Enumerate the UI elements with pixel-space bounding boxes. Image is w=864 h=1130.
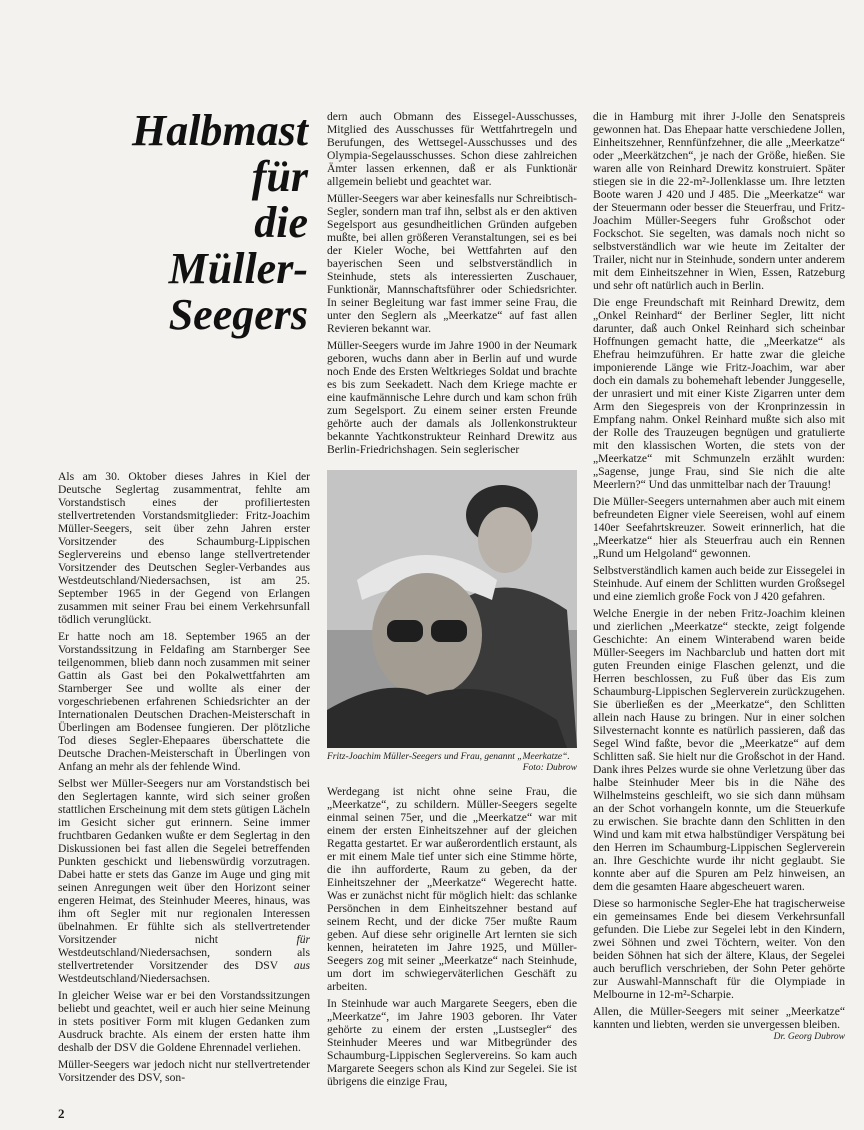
author-signature: Dr. Georg Dubrow [773,1032,845,1042]
paragraph: Müller-Seegers wurde im Jahre 1900 in der Neumark geboren, wuchs dann aber in Berlin auf und wurde noch Ende des Ersten Weltkrieges Soldat und brachte es bis zum Seekadett. Nach dem Kriege machte er eine kaufmännische Lehre durch und kam schon früh zum Segelsport. Zu einem seiner ersten Freunde gehörte auch der damals als Jollenkonstrukteur bekannte Yachtkonstrukteur Reinhard Drewitz aus Berlin-Friedrichshagen. Sein seglerischer [327,339,577,456]
paragraph: Die enge Freundschaft mit Reinhard Drewitz, dem „Onkel Reinhard“ der Berliner Segler, litt nicht darunter, daß auch Onkel Reinhard sich scheinbar Hoffnungen gemacht hatte, die „Meerkatze“ als Ehefrau heimzuführen. Er hatte zwar die gleiche imponierende Länge wie Fritz-Joachim, war aber doch ein damals zu bohemehaft lebender Junggeselle, der unrasiert und mit einer Kiste Zigarren unter dem Arm den Siegespreis von der Kronprinzessin in Empfang nahm. Onkel Reinhard mußte sich also mit der Rolle des Trauzeugen begnügen und gratulierte mit den klassischen Worten, die stets von der „Meerkatze“ mit Schmunzeln erzählt wurden: „Sagense, junge Frau, sind Sie nich die alte Meerlern?“ Und das unmittelbar nach der Trauung! [593,296,845,491]
page-number: 2 [58,1106,65,1121]
paragraph: Welche Energie in der neben Fritz-Joachim kleinen und zierlichen „Meerkatze“ steckte, zeigt folgende Geschichte: An einem Winterabend waren beide Müller-Seegers im Nachbarclub und hatten dort mit guten Freunden einige Flaschen gelenzt, und die Herren beschlossen, zu Fuß über das Eis zum Schaumburg-Lippischen Seglerverein zurückzugehen. Sie überließen es der „Meerkatze“, den Schlitten allein nach Hause zu bringen. Nur in einer solchen Silvesternacht konnte es natürlich passieren, daß das Segel Wind faßte, bevor die „Meerkatze“ auf dem Schlitten saß. Sie hielt nur die Großschot in der Hand. Dank ihres Pelzes wurde sie ohne Verletzung über das halbe Steinhuder Meer bis in die Nähe des Wilhelmsteins geschleift, wo sie sich dann mühsam an der Schot vorhangeln konnte, um die Steuerkufe zu erwischen. Sie brachte dann den Schlitten in den Wind und kam mit etwa halbstündiger Verspätung bei den Herren im Schaumburg-Lippischen Seglerverein an. Ihre Geschichte wurde ihr nicht geglaubt. Sie konnte aber auf die Spuren am Pelz hinweisen, an dem die gesamten Haare abgescheuert waren. [593,607,845,893]
paragraph: Er hatte noch am 18. September 1965 an der Vorstandssitzung in Feldafing am Starnberger See teilgenommen, blieb dann noch zusammen mit seiner Gattin als Gast bei den Pokalwettfahrten am Starnberger See und wollte als einer der vorgeschriebenen erfahrenen Schiedsrichter an der Internationalen Deutschen Drachen-Meisterschaft in Überlingen am Bodensee fungieren. Der plötzliche Tod dieses Segler-Ehepaares überschattete die Deutsche Drachen-Meisterschaft in Überlingen von Anfang an mehr als der fehlende Wind. [58,630,310,773]
paragraph [593,1005,845,1042]
paragraph: Müller-Seegers war jedoch nicht nur stellvertretender Vorsitzender des DSV, son- [58,1058,310,1084]
paragraph: Die Müller-Seegers unternahmen aber auch mit einem befreundeten Eigner viele Seereisen, wohl auf einem 140er Seefahrtskreuzer. Soweit erinnerlich, hat die „Meerkatze“ hier als Steuerfrau auch ein Rennen „Rund um Helgoland“ gewonnen. [593,495,845,560]
column-1 [58,470,310,1088]
column-2-top [327,110,577,460]
paragraph: Werdegang ist nicht ohne seine Frau, die „Meerkatze“, zu schildern. Müller-Seegers segelte einmal seinen 75er, und die „Meerkatze“ war mit einem der ersten Einheitszehner auf der gleichen Regatta gestartet. Er war außerordentlich erstaunt, als er mit einem Male tief unter sich eine Stimme hörte, die ihn aufforderte, Raum zu geben, da der Einheitszehner der „Meerkatze“ Wegerecht hatte. Was er zunächst nicht für möglich hielt: das schlanke Persönchen in dem Einheitszehner bestand auf seinem Recht, und der dicke 75er mußte Raum geben. Auf diese sehr originelle Art lernten sie sich kennen, heirateten im Jahre 1925, und Müller-Seegers zog mit seiner „Meerkatze“ nach Steinhude, um dort im schwiegerväterlichen Geschäft zu arbeiten. [327,785,577,993]
text-run: Allen, die Müller-Seegers mit seiner „Meerkatze“ kannten und liebten, werden sie unvergessen bleiben. [593,1005,845,1031]
paragraph: Selbstverständlich kamen auch beide zur Eissegelei in Steinhude. Auf einem der Schlitten wurden Großsegel und eine ziemlich große Fock von J 420 gefahren. [593,564,845,603]
paragraph: In gleicher Weise war er bei den Vorstandssitzungen beliebt und geachtet, weil er auch hier seine Meinung in stets positiver Form mit klugen Gedanken zum Ausdruck brachte. Als einem der ersten hatte ihm deshalb der DSV die Goldene Ehrennadel verliehen. [58,989,310,1054]
photo-image [327,470,577,748]
column-3 [593,110,845,1044]
photo-caption [327,752,577,774]
text-run: Westdeutschland/Niedersachsen. [58,972,210,985]
title-line-3: die [254,198,308,247]
paragraph: dern auch Obmann des Eissegel-Ausschusses, Mitglied des Ausschusses für Wettfahrtregeln und Berufungen, des Wettsegel-Ausschusses und des Olympia-Segelausschusses. Schon diese zahlreichen Ämter lassen erkennen, daß er als Funktionär allgemein beliebt und geachtet war. [327,110,577,188]
photo-credit: Foto: Dubrow [522,763,577,773]
paragraph: die in Hamburg mit ihrer J-Jolle den Senatspreis gewonnen hat. Das Ehepaar hatte verschiedene Jollen, Einheitszehner, Rennfünfzehner, die alle „Meerkatze“ oder „Meerkätzchen“, je nach der Größe, hießen. Sie waren alle von Reinhard Drewitz konstruiert. Später stiegen sie in die 22-m²-Jollenklasse um. Ihre letzten Boote waren J 420 und J 485. Die „Meerkatze“ war der Steuermann oder besser die Steuerfrau, und Fritz-Joachim Müller-Seegers fuhr Großschot oder Fockschot. Sie segelten, was damals noch nicht so selbstverständlich war wie heute im Zeitalter der Trailer, nicht nur in Steinhude, sondern unter anderem mit dem Einheitszehner in Wien, Essen, Ratzeburg und sehr oft natürlich auch in Berlin. [593,110,845,292]
text-run: Selbst wer Müller-Seegers nur am Vorstandstisch bei den Seglertagen kannte, wird sich seiner großen stattlichen Erscheinung mit dem stets gütigen Lächeln im Gesicht sicher gut erinnern. Seine immer fruchtbaren Gedanken wußte er dem Seglertag in den Diskussionen bei fast allen die Segelei betreffenden Punkten geschickt und liebenswürdig vorzutragen. Dabei hatte er stets das Ganze im Auge und ging mit seinen Anregungen weit über den Horizont seiner engeren Heimat, des Steinhuder Meeres, hinaus, was ihm oft Segler mit nur regionalen Interessen übelnahmen. Er fühlte sich als stellvertretender Vorsitzender nicht [58,777,310,946]
title-line-1: Halbmast [131,106,308,155]
text-run: Westdeutschland/Niedersachsen, sondern als stellvertretender Vorsitzender des DSV [58,946,310,972]
column-2-bottom [327,785,577,1092]
emphasis: für [296,933,310,946]
portrait-photo [327,470,577,748]
title-line-4: Müller-Seegers [168,244,308,339]
paragraph [58,777,310,985]
article-title [118,108,308,338]
paragraph: Diese so harmonische Segler-Ehe hat tragischerweise ein gemeinsames Ende bei diesem Verkehrsunfall gefunden. Die Liebe zur Segelei lebt in den Kindern, zwei Söhnen und zwei Töchtern, weiter. Von den beiden Söhnen hat sich der ältere, Klaus, der Segelei auch beruflich verschrieben, der Sohn Peter gehörte zur Auswahl-Mannschaft für die Olympiade in Melbourne in 12-m²-Scharpie. [593,897,845,1001]
paragraph: In Steinhude war auch Margarete Seegers, eben die „Meerkatze“, im Jahre 1903 geboren. Ihr Vater gehörte zu einem der ersten „Lustsegler“ des Steinhuder Meeres und war Mitbegründer des Schaumburg-Lippischen Seglervereins. So kam auch Margarete Seegers schon als Kind zur Segelei. Sie ist übrigens die einzige Frau, [327,997,577,1088]
emphasis: aus [293,959,310,972]
title-line-2: für [251,152,308,201]
caption-text: Fritz-Joachim Müller-Seegers und Frau, genannt „Meerkatze“. [327,752,570,762]
paragraph: Müller-Seegers war aber keinesfalls nur Schreibtisch-Segler, sondern man traf ihn, selbst als er den aktiven Segelsport aus gesundheitlichen Gründen aufgeben mußte, bei allen größeren Veranstaltungen, sei es bei der Kieler Woche, bei Wettfahrten auf den bayerischen Seen und selbstverständlich in Steinhude, stets als interessierten Zuschauer, Funktionär, Mannschaftsführer oder Schiedsrichter. In seiner Begleitung war fast immer seine Frau, die unter den Seglern als „Meerkatze“ auf fast allen Revieren bekannt war. [327,192,577,335]
paragraph: Als am 30. Oktober dieses Jahres in Kiel der Deutsche Seglertag zusammentrat, fehlte am Vorstandstisch eines der profiliertesten stellvertretenden Vorstandsmitglieder: Fritz-Joachim Müller-Seegers, seit über zehn Jahren erster Vorsitzender des Schaumburg-Lippischen Seglervereins und ebenso lange stellvertretender Vorsitzender des Deutschen Segler-Verbandes aus Westdeutschland/Niedersachsen, ist am 25. September 1965 in der Gegend von Erlangen zusammen mit seiner Frau bei einem Verkehrsunfall tödlich verunglückt. [58,470,310,626]
